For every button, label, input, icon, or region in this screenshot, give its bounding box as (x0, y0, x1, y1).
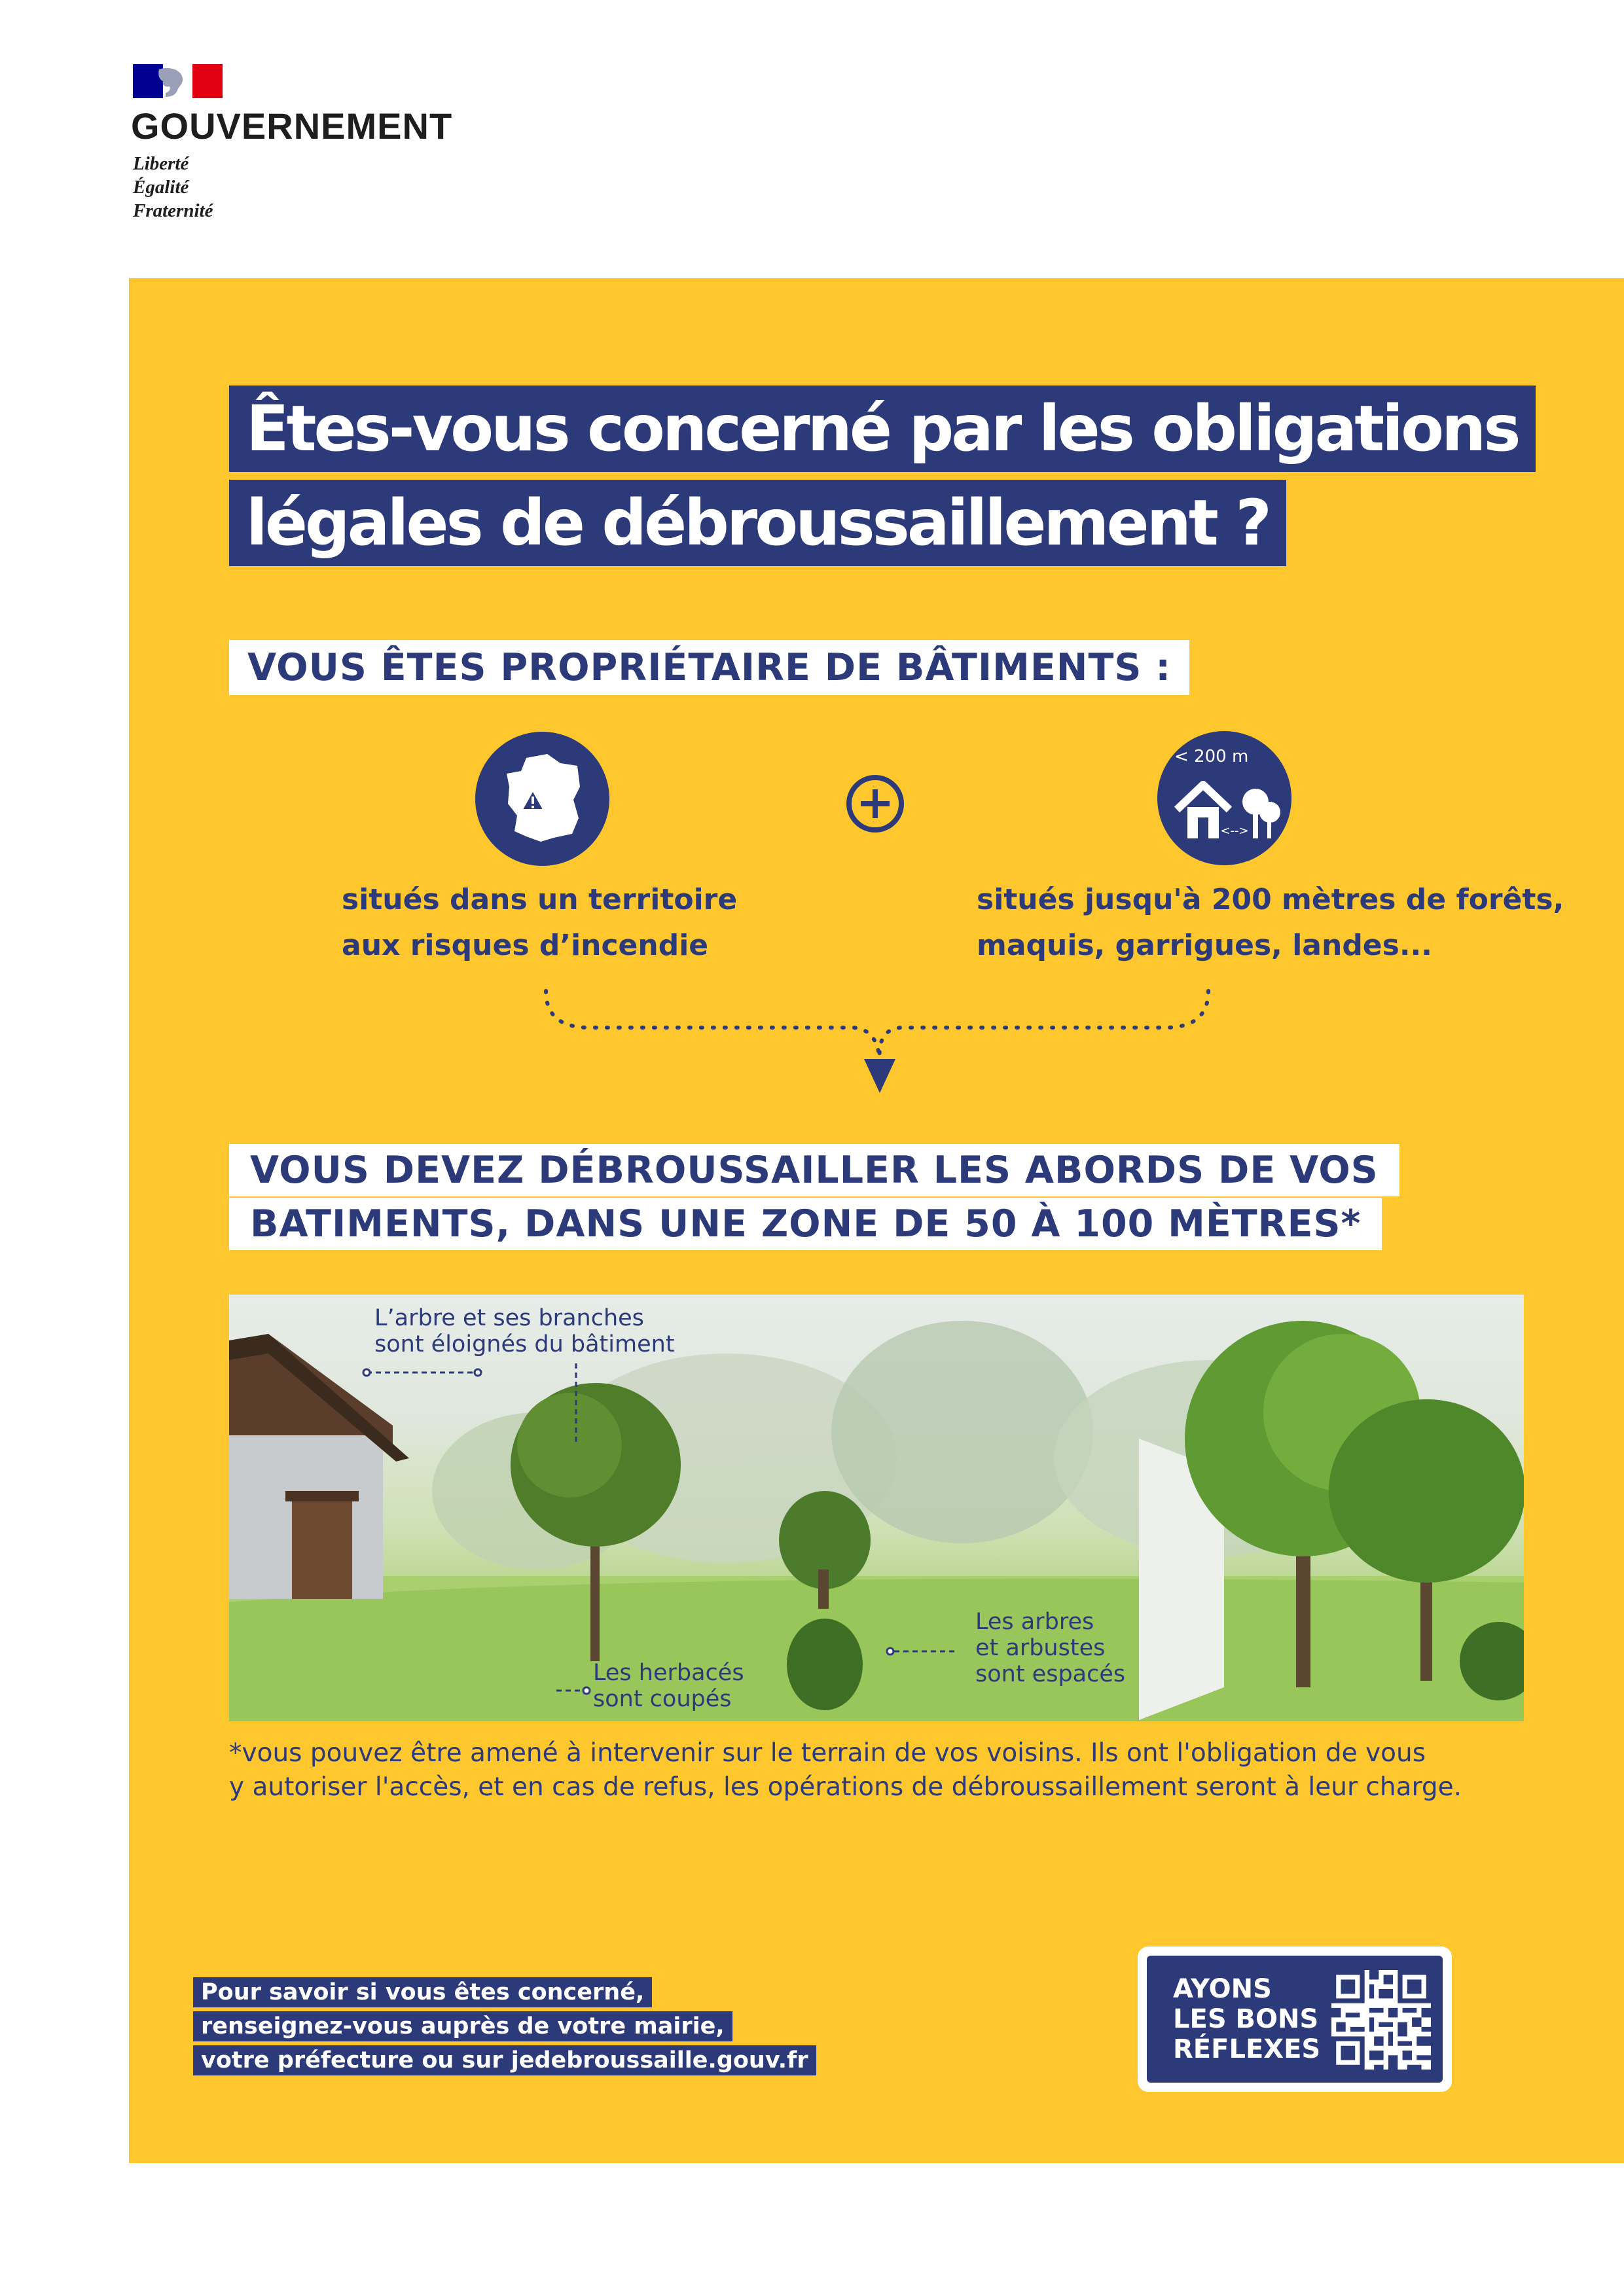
label-grass-line2: sont coupés (593, 1686, 732, 1712)
label-grass-line1: Les herbacés (593, 1660, 744, 1686)
badge-text (1173, 1974, 1320, 2064)
label-tree-line1: L’arbre et ses branches (374, 1305, 644, 1331)
label-grass-cut (593, 1660, 744, 1712)
tree-distance-marker (360, 1363, 583, 1442)
info-line-3: votre préfecture ou sur jedebroussaille.gouv.fr (193, 2045, 816, 2075)
plus-circle-icon (844, 772, 907, 835)
condition-right-line1: situés jusqu'à 200 mètres de forêts, (977, 883, 1564, 916)
obligation-line-1: VOUS DEVEZ DÉBROUSSAILLER LES ABORDS DE VOS (229, 1144, 1399, 1196)
svg-text:<-->: <--> (1220, 824, 1249, 838)
government-brand: GOUVERNEMENT (131, 105, 453, 147)
reflexes-badge (1138, 1946, 1452, 2092)
info-line-2: renseignez-vous auprès de votre mairie, (193, 2011, 732, 2041)
motto-egalite: Égalité (133, 177, 189, 198)
motto-liberte: Liberté (133, 153, 189, 174)
label-tree-distance (374, 1305, 675, 1357)
label-trees-spaced (975, 1609, 1125, 1687)
info-line-1: Pour savoir si vous êtes concerné, (193, 1977, 652, 2007)
title-line-1: Êtes-vous concerné par les obligations (229, 386, 1536, 472)
condition-right-text (977, 877, 1564, 969)
label-spacing-line1: Les arbres (975, 1609, 1094, 1635)
vegetation-illustration (229, 1295, 1524, 1721)
label-spacing-line2: et arbustes (975, 1635, 1106, 1661)
arrow-down-icon (864, 1059, 895, 1093)
spacing-marker (885, 1647, 964, 1656)
footnote-line1: *vous pouvez être amené à intervenir sur le terrain de vos voisins. Ils ont l'obligation de vous (229, 1738, 1426, 1768)
badge-line3: RÉFLEXES (1173, 2034, 1321, 2064)
subtitle-owners: VOUS ÊTES PROPRIÉTAIRE DE BÂTIMENTS : (229, 640, 1189, 695)
obligation-line-2: BATIMENTS, DANS UNE ZONE DE 50 À 100 MÈTRES* (229, 1198, 1382, 1250)
condition-left-line1: situés dans un territoire (342, 883, 738, 916)
badge-line2: LES BONS (1173, 2004, 1319, 2034)
condition-left-text (342, 877, 737, 969)
label-tree-line2: sont éloignés du bâtiment (374, 1331, 675, 1357)
house-forest-distance-icon (1157, 731, 1291, 865)
badge-panel (1147, 1956, 1443, 2083)
motto-fraternite: Fraternité (133, 200, 213, 221)
label-spacing-line3: sont espacés (975, 1661, 1126, 1687)
distance-label: < 200 m (1174, 747, 1249, 766)
badge-line1: AYONS (1173, 1974, 1272, 2004)
condition-left-line2: aux risques d’incendie (342, 929, 709, 962)
condition-right-line2: maquis, garrigues, landes... (977, 929, 1432, 962)
qr-code-icon[interactable] (1331, 1970, 1431, 2070)
grass-marker (556, 1686, 596, 1695)
republic-motto (133, 152, 213, 223)
title-line-2: légales de débroussaillement ? (229, 480, 1286, 566)
footnote (229, 1736, 1462, 1804)
dotted-connector (537, 982, 1231, 1100)
france-map-warning-icon (475, 732, 609, 866)
marianne-flag-logo (133, 64, 223, 98)
footnote-line2: y autoriser l'accès, et en cas de refus, les opérations de débroussaillement seront à leur charge. (229, 1772, 1462, 1802)
